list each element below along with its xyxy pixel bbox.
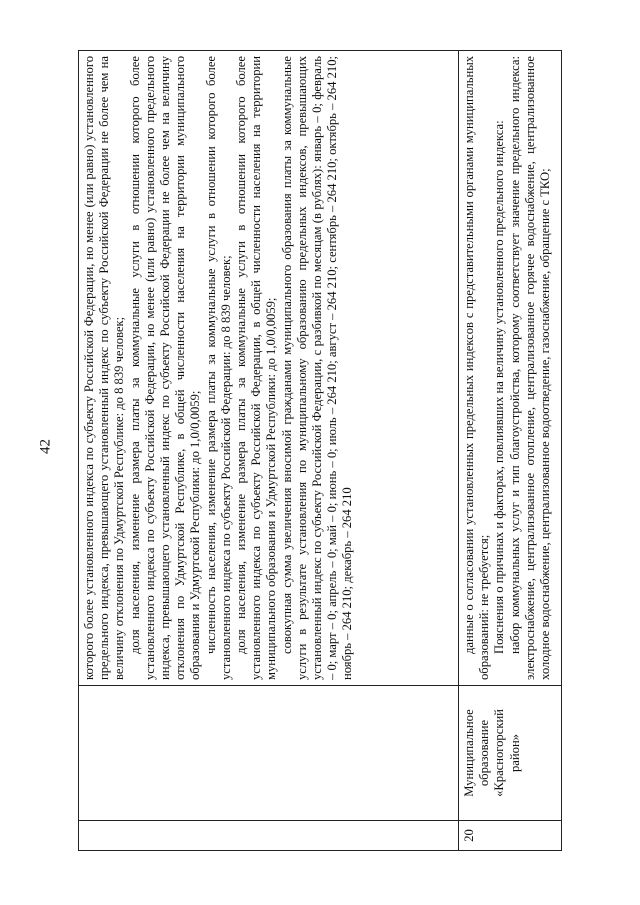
municipality-cell	[79, 686, 459, 821]
rotated-table-wrapper	[78, 51, 558, 851]
description-paragraph: данные о согласовании установленных предельных индексов с представительными органами муниципальных образований: не требуется;	[462, 56, 492, 680]
table-row	[459, 51, 562, 851]
description-cell	[459, 51, 562, 686]
description-paragraph: доля населения, изменение размера платы за коммунальные услуги в отношении которого более установленного индекса по субъекту Российской Федерации, в общей численности населения на территории муниципального образования и Удмуртской Республики: до 1,0/0,0059;	[234, 56, 279, 680]
indices-table	[78, 50, 562, 851]
description-paragraph: численность населения, изменение размера платы за коммунальные услуги в отношении которого более установленного индекса по субъекту Российской Федерации: до 8 839 человек;	[203, 56, 233, 680]
description-paragraph: набор коммунальных услуг и тип благоустройства, которому соответствует значение предельного индекса: электроснабжение, централизованное отопление, централизованное горячее водоснабжение, централизованное холодное водоснабжение, централизованное водоотведение, газоснабжение, обращение с ТКО;	[507, 56, 553, 680]
description-cell	[79, 51, 459, 686]
description-paragraph: которого более установленного индекса по субъекту Российской Федерации, но менее (или равно) установленного предельного индекса, превышающего установленный индекс по субъекту Российской Федерации не более чем на величину отклонения по Удмуртской Республике: до 8 839 человек;	[82, 56, 127, 680]
municipality-cell: Муниципальное образование «Красногорский район»	[459, 686, 562, 821]
row-number-cell	[79, 821, 459, 851]
description-paragraph: Пояснения о причинах и факторах, повлиявших на величину установленного предельного индекса:	[492, 120, 507, 654]
page-number: 42	[37, 439, 54, 454]
table-row	[79, 51, 459, 851]
row-number-cell: 20	[459, 821, 562, 851]
description-paragraph: совокупная сумма увеличения вносимой гражданами муниципального образования платы за коммунальные услуги в результате установления по муниципальному образованию предельных индексов, превышающих установленный индекс по субъекту Российской Федерации, с разбивкой по месяцам (в рублях): январь – 0; февраль – 0; март – 0; апрель – 0; май – 0; июнь – 0; июль – 264 210; август – 264 210; сентябрь – 264 210; октябрь – 264 210; ноябрь – 264 210; декабрь – 264 210	[279, 56, 355, 680]
description-paragraph: доля населения, изменение размера платы за коммунальные услуги в отношении которого более установленного индекса по субъекту Российской Федерации, но менее (или равно) установленного предельного индекса, превышающего установленный индекс по субъекту Российской Федерации не более чем на величину отклонения по Удмуртской Республике, в общей численности населения на территории муниципального образования и Удмуртской Республики: до 1,0/0,0059;	[127, 56, 203, 680]
